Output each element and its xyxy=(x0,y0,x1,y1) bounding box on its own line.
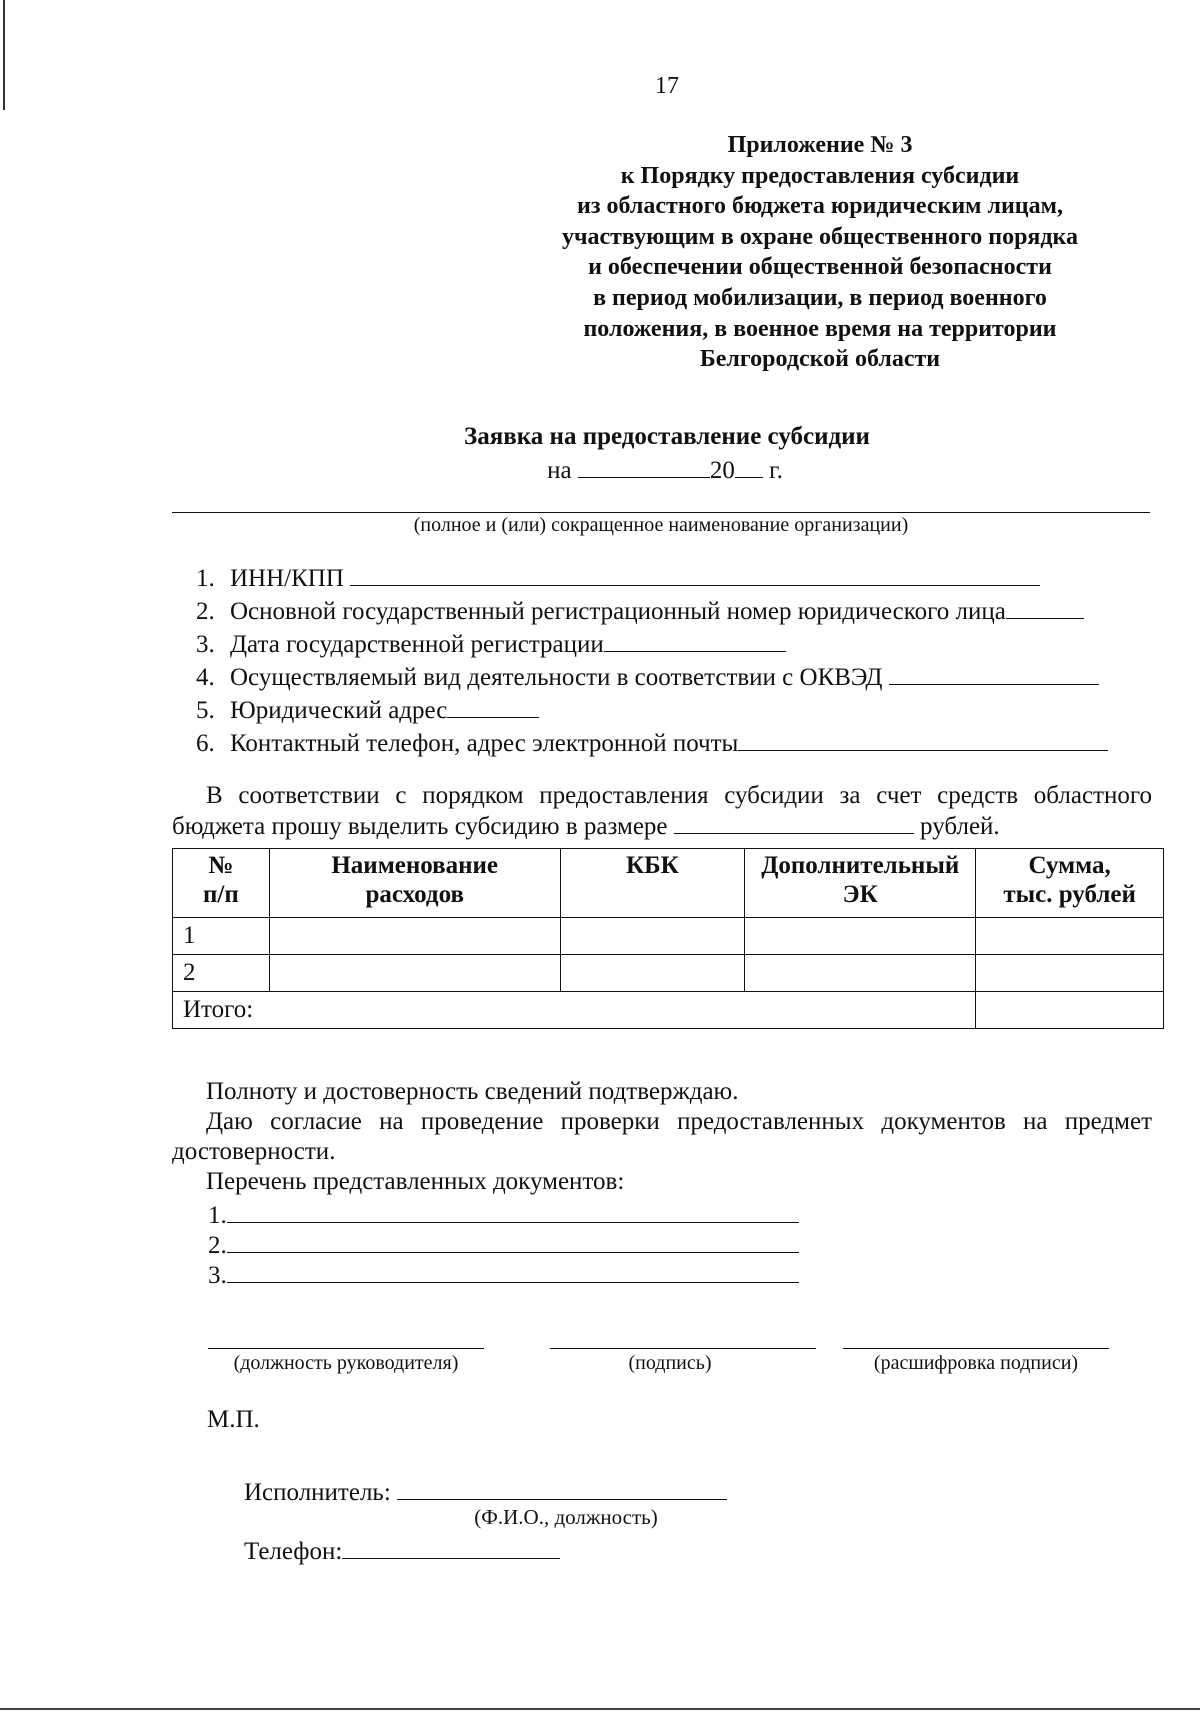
subsidy-amount-field[interactable] xyxy=(674,811,914,834)
legal-address-field[interactable] xyxy=(447,695,539,718)
consent-line-end: достоверности. xyxy=(172,1138,336,1165)
item-number: 4. xyxy=(196,664,215,691)
list-item xyxy=(208,1200,799,1230)
scan-edge-bottom xyxy=(0,1708,1200,1710)
table-header-row xyxy=(173,849,1164,918)
total-label-cell: Итого: xyxy=(173,992,976,1029)
list-item xyxy=(196,595,1156,628)
document-field[interactable] xyxy=(227,1230,799,1253)
org-name-field[interactable] xyxy=(172,512,1150,513)
item-number: 1. xyxy=(196,565,215,592)
item-number: 1. xyxy=(208,1202,227,1229)
documents-list-title: Перечень представленных документов: xyxy=(206,1168,625,1195)
col-header-expense-name xyxy=(269,849,560,918)
list-item xyxy=(208,1260,799,1290)
position-caption: (должность руководителя) xyxy=(233,1352,459,1374)
position-signature-field[interactable] xyxy=(208,1348,484,1349)
executor-caption: (Ф.И.О., должность) xyxy=(474,1505,658,1529)
appendix-line: Приложение № 3 xyxy=(727,132,913,158)
stamp-placeholder: М.П. xyxy=(207,1406,260,1433)
request-unit: рублей. xyxy=(920,813,1000,840)
signature-decoding-field[interactable] xyxy=(843,1348,1109,1349)
header-text: п/п xyxy=(203,881,239,908)
list-item xyxy=(196,694,1156,727)
header-text: Дополнительный xyxy=(761,852,960,879)
document-field[interactable] xyxy=(227,1260,799,1283)
list-item xyxy=(196,727,1156,760)
appendix-heading xyxy=(520,130,1120,375)
appendix-line: и обеспечении общественной безопасности xyxy=(588,254,1052,281)
header-text: Наименование xyxy=(331,852,499,879)
year-mid: 20 xyxy=(709,457,735,484)
col-header-amount xyxy=(976,849,1164,918)
table-row xyxy=(173,955,1164,992)
item-number: 3. xyxy=(208,1262,227,1289)
application-year xyxy=(0,455,1200,485)
table-row xyxy=(173,918,1164,955)
amount-cell[interactable] xyxy=(976,955,1164,992)
appendix-line: в период мобилизации, в период военного xyxy=(593,284,1047,311)
item-label: Дата государственной регистрации xyxy=(230,631,604,658)
application-title: Заявка на предоставление субсидии xyxy=(464,423,870,450)
registration-date-field[interactable] xyxy=(604,629,786,652)
list-item xyxy=(196,661,1156,694)
table-total-row xyxy=(173,992,1164,1029)
confirmation-block xyxy=(172,1077,1152,1197)
item-number: 2. xyxy=(196,598,215,625)
col-header-additional-ek xyxy=(745,849,976,918)
documents-list xyxy=(208,1200,799,1290)
row-number-cell: 1 xyxy=(173,918,270,955)
contact-field[interactable] xyxy=(738,728,1108,751)
request-line-1: В соответствии с порядком предоставления субсидии за счет средств областного xyxy=(206,782,1152,809)
kbk-cell[interactable] xyxy=(560,918,745,955)
header-text: расходов xyxy=(365,881,464,908)
ogrn-field[interactable] xyxy=(1006,596,1084,619)
additional-ek-cell[interactable] xyxy=(745,955,976,992)
total-amount-cell[interactable] xyxy=(976,992,1164,1029)
appendix-line: участвующим в охране общественного порядка xyxy=(561,223,1079,250)
header-text: ЭК xyxy=(842,881,878,908)
request-paragraph xyxy=(172,780,1152,842)
appendix-line: положения, в военное время на территории xyxy=(583,315,1057,342)
signature-field[interactable] xyxy=(550,1348,816,1349)
document-field[interactable] xyxy=(227,1200,799,1223)
header-text: КБК xyxy=(626,852,679,879)
phone-field[interactable] xyxy=(342,1536,560,1559)
confirmation-line: Полноту и достоверность сведений подтверждаю. xyxy=(206,1078,739,1105)
item-number: 3. xyxy=(196,631,215,658)
amount-cell[interactable] xyxy=(976,918,1164,955)
year-blank-field[interactable] xyxy=(578,455,710,478)
expense-name-cell[interactable] xyxy=(269,918,560,955)
row-number-cell: 2 xyxy=(173,955,270,992)
col-header-number xyxy=(173,849,270,918)
item-number: 6. xyxy=(196,730,215,757)
org-name-caption: (полное и (или) сокращенное наименование организации) xyxy=(413,514,909,536)
appendix-line: из областного бюджета юридическим лицам, xyxy=(577,193,1063,220)
expenses-table xyxy=(172,848,1164,1029)
kbk-cell[interactable] xyxy=(560,955,745,992)
executor-label: Исполнитель: xyxy=(244,1479,391,1506)
signature-caption: (подпись) xyxy=(628,1352,712,1374)
item-label: ИНН/КПП xyxy=(230,565,344,592)
phone-label: Телефон: xyxy=(244,1538,343,1565)
request-text: бюджета прошу выделить субсидию в размере xyxy=(172,813,668,840)
decoding-caption: (расшифровка подписи) xyxy=(873,1352,1079,1374)
appendix-line: к Порядку предоставления субсидии xyxy=(620,162,1020,189)
expense-name-cell[interactable] xyxy=(269,955,560,992)
org-details-list xyxy=(196,562,1156,760)
item-number: 2. xyxy=(208,1232,227,1259)
phone-row xyxy=(244,1536,560,1566)
executor-row xyxy=(244,1477,727,1507)
page-number: 17 xyxy=(655,73,679,99)
list-item xyxy=(208,1230,799,1260)
item-label: Юридический адрес xyxy=(230,697,448,724)
executor-field[interactable] xyxy=(397,1477,727,1500)
year-prefix: на xyxy=(547,457,572,484)
okved-field[interactable] xyxy=(889,662,1099,685)
header-text: № xyxy=(208,852,234,879)
year-digits-field[interactable] xyxy=(735,455,763,478)
col-header-kbk xyxy=(560,849,745,918)
header-text: Сумма, xyxy=(1028,852,1111,879)
item-number: 5. xyxy=(196,697,215,724)
item-label: Основной государственный регистрационный номер юридического лица xyxy=(230,598,1006,625)
item-label: Осуществляемый вид деятельности в соответствии с ОКВЭД xyxy=(230,664,883,691)
additional-ek-cell[interactable] xyxy=(745,918,976,955)
item-label: Контактный телефон, адрес электронной почты xyxy=(230,730,739,757)
request-line-2 xyxy=(172,811,1152,842)
appendix-line: Белгородской области xyxy=(699,346,941,373)
header-text: тыс. рублей xyxy=(1003,881,1136,908)
list-item xyxy=(196,562,1156,595)
year-suffix: г. xyxy=(769,457,783,484)
inn-kpp-field[interactable] xyxy=(350,563,1040,586)
consent-line: Даю согласие на проведение проверки предоставленных документов на предмет xyxy=(206,1108,1152,1135)
list-item xyxy=(196,628,1156,661)
